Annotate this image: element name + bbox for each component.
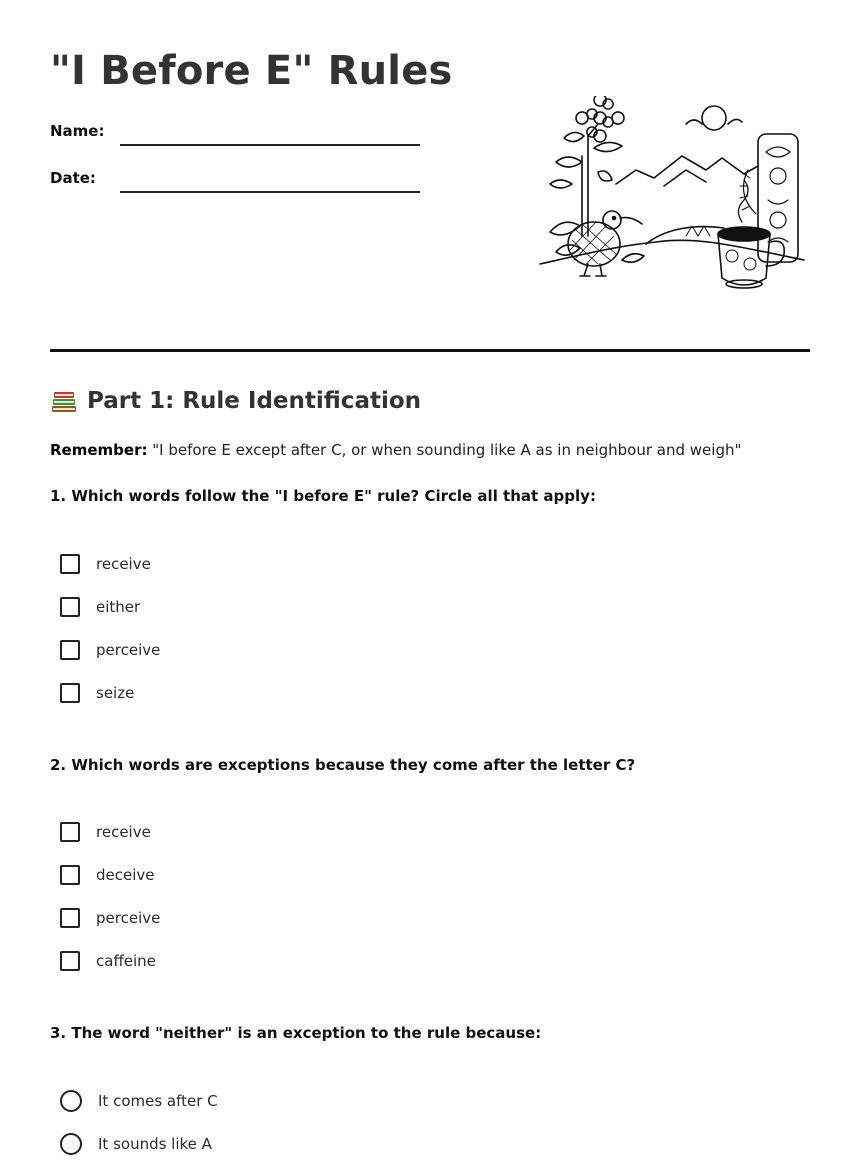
radio-button[interactable] <box>60 1090 82 1112</box>
checkbox[interactable] <box>60 683 80 703</box>
option[interactable] <box>60 628 160 671</box>
checkbox[interactable] <box>60 597 80 617</box>
option-label: seize <box>96 683 135 702</box>
question-3-options <box>60 1079 218 1165</box>
nz-scene-illustration <box>536 96 810 292</box>
name-label: Name: <box>50 122 105 140</box>
option[interactable] <box>60 853 160 896</box>
option-label: receive <box>96 822 151 841</box>
checkbox[interactable] <box>60 554 80 574</box>
option-label: receive <box>96 554 151 573</box>
books-icon <box>50 388 78 414</box>
date-input-line[interactable] <box>120 171 420 193</box>
section-divider <box>50 349 810 352</box>
remember-text: "I before E except after C, or when sounding like A as in neighbour and weigh" <box>147 441 742 459</box>
option[interactable] <box>60 585 160 628</box>
name-field <box>50 122 420 140</box>
question-2-options <box>60 810 160 982</box>
checkbox[interactable] <box>60 822 80 842</box>
page-title: "I Before E" Rules <box>50 48 453 94</box>
remember-note <box>50 441 741 459</box>
question-1-options <box>60 542 160 714</box>
question-2: 2. Which words are exceptions because they come after the letter C? <box>50 756 636 774</box>
checkbox[interactable] <box>60 951 80 971</box>
checkbox[interactable] <box>60 908 80 928</box>
option-label: deceive <box>96 865 155 884</box>
name-input-line[interactable] <box>120 124 420 146</box>
option[interactable] <box>60 939 160 982</box>
option-label: It comes after C <box>98 1091 218 1110</box>
option-label: either <box>96 597 141 616</box>
option[interactable] <box>60 1079 218 1122</box>
date-label: Date: <box>50 169 96 187</box>
option[interactable] <box>60 671 160 714</box>
option[interactable] <box>60 1122 218 1165</box>
option-label: It sounds like A <box>98 1134 212 1153</box>
checkbox[interactable] <box>60 865 80 885</box>
question-1: 1. Which words follow the "I before E" rule? Circle all that apply: <box>50 487 596 505</box>
option-label: caffeine <box>96 951 156 970</box>
remember-label: Remember: <box>50 441 148 459</box>
part1-title: Part 1: Rule Identification <box>87 388 422 414</box>
option-label: perceive <box>96 908 161 927</box>
part1-heading <box>50 388 421 414</box>
date-field <box>50 169 420 187</box>
question-3: 3. The word "neither" is an exception to the rule because: <box>50 1024 542 1042</box>
option-label: perceive <box>96 640 161 659</box>
radio-button[interactable] <box>60 1133 82 1155</box>
option[interactable] <box>60 810 160 853</box>
option[interactable] <box>60 542 160 585</box>
option[interactable] <box>60 896 160 939</box>
checkbox[interactable] <box>60 640 80 660</box>
